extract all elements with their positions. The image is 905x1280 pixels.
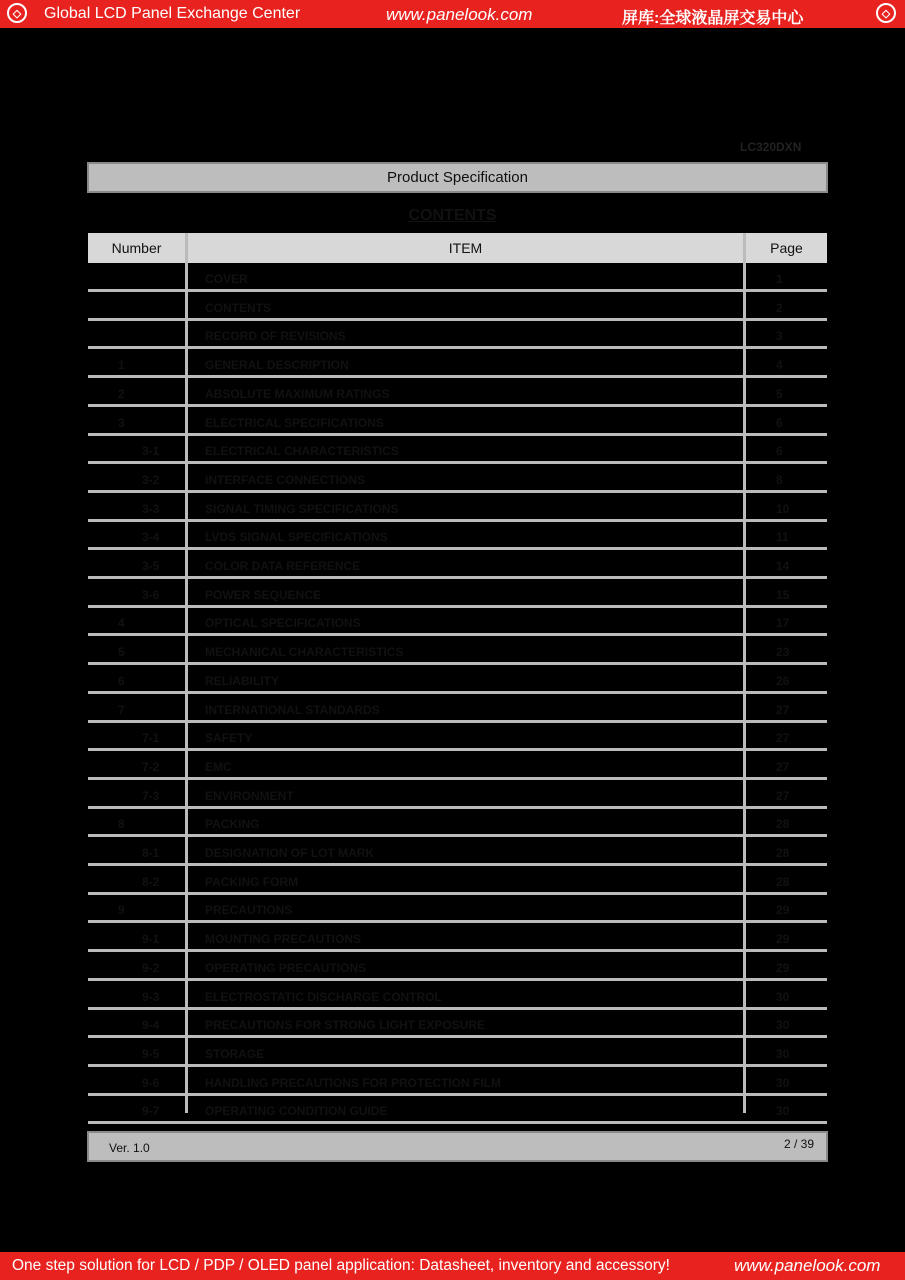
row-number: 9 [118, 903, 125, 918]
row-number: 3-4 [142, 530, 160, 545]
row-page: 27 [776, 731, 790, 746]
row-page: 6 [776, 444, 783, 459]
row-number: 9-5 [142, 1046, 160, 1061]
row-page: 30 [776, 1075, 790, 1090]
row-item: OPTICAL SPECIFICATIONS [205, 616, 361, 631]
contents-heading: CONTENTS [408, 207, 497, 224]
page-footer-bar [87, 1131, 828, 1162]
row-number: 1 [118, 358, 125, 373]
row-item: SAFETY [205, 731, 253, 746]
row-item: RECORD OF REVISIONS [205, 329, 346, 344]
row-page: 30 [776, 1104, 790, 1119]
row-number: 7 [118, 702, 125, 717]
table-divider [743, 233, 746, 1113]
row-item: MECHANICAL CHARACTERISTICS [205, 645, 404, 660]
table-row [88, 783, 827, 809]
row-page: 29 [776, 903, 790, 918]
row-item: POWER SEQUENCE [205, 587, 322, 602]
page-indicator: 2 / 39 [783, 1137, 814, 1151]
row-page: 27 [776, 759, 790, 774]
row-page: 6 [776, 415, 783, 430]
row-page: 3 [776, 329, 783, 344]
row-item: EMC [205, 759, 232, 774]
row-item: CONTENTS [205, 300, 271, 315]
row-item: DESIGNATION OF LOT MARK [205, 846, 375, 860]
table-row [88, 1012, 827, 1038]
row-page: 29 [776, 932, 790, 947]
row-number: 3-2 [142, 472, 160, 487]
table-row [88, 410, 827, 436]
row-item: STORAGE [205, 1046, 265, 1061]
row-item: ELECTROSTATIC DISCHARGE CONTROL [205, 989, 442, 1004]
row-page: 28 [776, 817, 790, 832]
row-item: COVER [205, 272, 248, 286]
bottom-banner [0, 1252, 905, 1280]
table-row [88, 295, 827, 321]
table-row [88, 1041, 827, 1067]
row-number: 3-3 [142, 501, 160, 516]
row-number: 8 [118, 817, 125, 832]
row-number: 9-7 [142, 1104, 160, 1119]
table-row [88, 438, 827, 464]
row-page: 27 [776, 702, 790, 717]
table-row [88, 840, 827, 866]
table-row [88, 811, 827, 837]
row-item: COLOR DATA REFERENCE [205, 559, 361, 573]
row-item: ENVIRONMENT [205, 788, 294, 803]
column-header-item: ITEM [188, 233, 743, 263]
version-label: Ver. 1.0 [109, 1141, 150, 1155]
model-number: LC320DXN [740, 140, 802, 154]
row-item: RELIABILITY [205, 673, 279, 688]
row-item: LVDS SIGNAL SPECIFICATIONS [205, 530, 388, 545]
table-row [88, 524, 827, 550]
table-row [88, 955, 827, 981]
row-page: 28 [776, 874, 790, 889]
row-page: 4 [776, 358, 783, 373]
row-page: 11 [776, 530, 789, 545]
table-row [88, 352, 827, 378]
row-page: 1 [776, 272, 783, 286]
row-number: 2 [118, 386, 125, 401]
row-number: 6 [118, 673, 125, 688]
row-number: 9-2 [142, 960, 160, 975]
row-page: 30 [776, 1046, 790, 1061]
column-header-page: Page [746, 233, 827, 263]
row-page: 17 [776, 616, 790, 631]
row-number: 5 [118, 645, 125, 660]
table-row [88, 869, 827, 895]
row-item: SIGNAL TIMING SPECIFICATIONS [205, 501, 399, 516]
row-item: PACKING FORM [205, 874, 299, 889]
row-item: ELECTRICAL CHARACTERISTICS [205, 444, 399, 459]
table-row [88, 553, 827, 579]
table-row [88, 266, 827, 292]
row-page: 30 [776, 989, 790, 1004]
banner-title: Global LCD Panel Exchange Center [44, 5, 301, 22]
row-page: 27 [776, 788, 790, 803]
table-row [88, 984, 827, 1010]
row-item: OPERATING PRECAUTIONS [205, 960, 367, 975]
row-page: 26 [776, 673, 790, 688]
row-page: 15 [776, 587, 790, 602]
row-number: 9-6 [142, 1075, 160, 1090]
row-number: 3 [118, 415, 125, 430]
row-number: 8-1 [142, 846, 160, 860]
row-item: HANDLING PRECAUTIONS FOR PROTECTION FILM [205, 1075, 501, 1090]
table-row [88, 610, 827, 636]
row-page: 23 [776, 645, 790, 660]
table-row [88, 639, 827, 665]
row-number: 9-4 [142, 1018, 160, 1033]
panelook-logo-icon: ◇ [7, 3, 27, 23]
row-item: PACKING [205, 817, 260, 832]
top-banner [0, 0, 905, 28]
table-row [88, 582, 827, 608]
panelook-logo-icon: ◇ [876, 3, 896, 23]
row-item: PRECAUTIONS FOR STRONG LIGHT EXPOSURE [205, 1018, 486, 1033]
table-row [88, 926, 827, 952]
row-item: OPERATING CONDITION GUIDE [205, 1104, 388, 1119]
row-page: 30 [776, 1018, 790, 1033]
row-number: 3-6 [142, 587, 160, 602]
row-number: 7-2 [142, 759, 160, 774]
row-page: 29 [776, 960, 790, 975]
row-page: 10 [776, 501, 790, 516]
table-row [88, 496, 827, 522]
row-number: 7-3 [142, 788, 160, 803]
banner-chinese-title: 屏库:全球液晶屏交易中心 [622, 10, 804, 27]
row-item: GENERAL DESCRIPTION [205, 358, 349, 373]
table-row [88, 1070, 827, 1096]
table-row [88, 381, 827, 407]
table-row [88, 323, 827, 349]
row-number: 3-5 [142, 559, 160, 573]
row-item: INTERNATIONAL STANDARDS [205, 702, 380, 717]
row-page: 14 [776, 559, 790, 573]
bottom-url-link[interactable]: www.panelook.com [734, 1256, 881, 1275]
row-item: ABSOLUTE MAXIMUM RATINGS [205, 386, 390, 401]
row-number: 4 [118, 616, 125, 631]
table-row [88, 1098, 827, 1124]
table-row [88, 697, 827, 723]
row-page: 2 [776, 300, 783, 315]
row-number: 9-3 [142, 989, 160, 1004]
bottom-tagline: One step solution for LCD / PDP / OLED panel application: Datasheet, inventory and accessory! [12, 1257, 670, 1274]
spec-title-bar: Product Specification [87, 162, 828, 193]
row-page: 8 [776, 472, 783, 487]
table-divider [185, 233, 188, 1113]
banner-url-link[interactable]: www.panelook.com [386, 5, 533, 24]
row-item: INTERFACE CONNECTIONS [205, 472, 366, 487]
row-item: ELECTRICAL SPECIFICATIONS [205, 415, 384, 430]
row-number: 3-1 [142, 444, 160, 459]
table-row [88, 467, 827, 493]
row-number: 7-1 [142, 731, 160, 746]
row-item: MOUNTING PRECAUTIONS [205, 932, 361, 947]
table-row [88, 725, 827, 751]
table-row [88, 897, 827, 923]
table-row [88, 668, 827, 694]
row-number: 9-1 [142, 932, 160, 947]
row-number: 8-2 [142, 874, 160, 889]
row-item: PRECAUTIONS [205, 903, 293, 918]
row-page: 5 [776, 386, 783, 401]
column-header-number: Number [88, 233, 185, 263]
table-row [88, 754, 827, 780]
row-page: 28 [776, 846, 790, 860]
